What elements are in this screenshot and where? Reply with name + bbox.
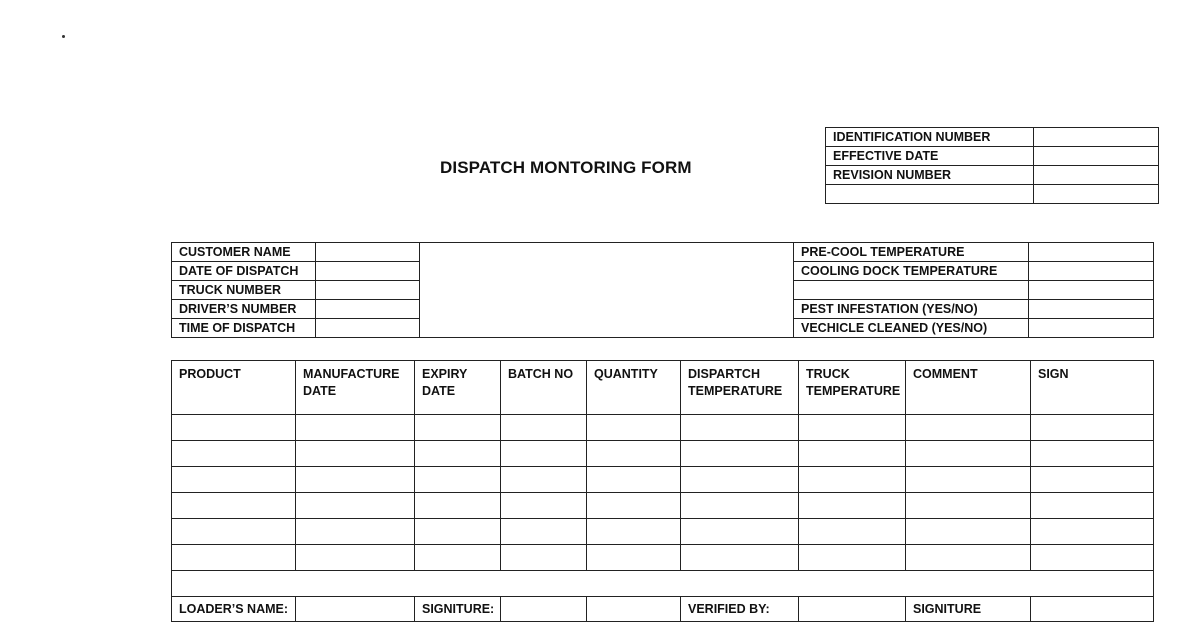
form-title: DISPATCH MONTORING FORM: [440, 158, 692, 177]
pre-cool-temperature-label: PRE-COOL TEMPERATURE: [794, 243, 1029, 262]
date-of-dispatch-label: DATE OF DISPATCH: [172, 262, 316, 281]
table-cell[interactable]: [296, 519, 415, 545]
time-of-dispatch-label: TIME OF DISPATCH: [172, 319, 316, 338]
table-cell[interactable]: [587, 415, 681, 441]
table-row: [826, 128, 1159, 147]
product-table: [171, 360, 1154, 622]
document-control-table: [825, 127, 1159, 204]
table-cell[interactable]: [501, 493, 587, 519]
pre-cool-temperature-field[interactable]: [1029, 243, 1154, 262]
table-row: [172, 441, 1154, 467]
header-truck-temperature: TRUCK TEMPERATURE: [799, 361, 906, 415]
blank-cell[interactable]: [587, 597, 681, 622]
cooling-dock-temperature-label: COOLING DOCK TEMPERATURE: [794, 262, 1029, 281]
table-row: [172, 493, 1154, 519]
table-cell[interactable]: [906, 467, 1031, 493]
effective-date-label: EFFECTIVE DATE: [826, 147, 1034, 166]
drivers-number-label: DRIVER’S NUMBER: [172, 300, 316, 319]
verified-by-field[interactable]: [799, 597, 906, 622]
table-cell[interactable]: [296, 545, 415, 571]
table-cell[interactable]: [296, 441, 415, 467]
header-dispatch-temperature: DISPARTCH TEMPERATURE: [681, 361, 799, 415]
cooling-dock-temperature-field[interactable]: [1029, 262, 1154, 281]
date-of-dispatch-field[interactable]: [316, 262, 420, 281]
table-cell[interactable]: [587, 519, 681, 545]
customer-name-label: CUSTOMER NAME: [172, 243, 316, 262]
table-cell[interactable]: [799, 415, 906, 441]
vehicle-cleaned-label: VECHICLE CLEANED (YES/NO): [794, 319, 1029, 338]
table-cell[interactable]: [172, 545, 296, 571]
table-row: [826, 147, 1159, 166]
identification-number-label: IDENTIFICATION NUMBER: [826, 128, 1034, 147]
table-cell[interactable]: [172, 441, 296, 467]
blank-cell[interactable]: [1029, 281, 1154, 300]
dispatch-info-table: [171, 242, 1154, 338]
table-row: [172, 243, 1154, 262]
truck-number-field[interactable]: [316, 281, 420, 300]
table-cell[interactable]: [1031, 415, 1154, 441]
table-cell[interactable]: [587, 493, 681, 519]
scan-speck: [62, 35, 65, 38]
table-cell[interactable]: [415, 519, 501, 545]
table-cell[interactable]: [1031, 545, 1154, 571]
header-product: PRODUCT: [172, 361, 296, 415]
customer-name-field[interactable]: [316, 243, 420, 262]
header-quantity: QUANTITY: [587, 361, 681, 415]
table-cell[interactable]: [906, 441, 1031, 467]
table-cell[interactable]: [501, 545, 587, 571]
effective-date-field[interactable]: [1034, 147, 1159, 166]
blank-cell[interactable]: [826, 185, 1034, 204]
header-comment: COMMENT: [906, 361, 1031, 415]
table-cell[interactable]: [1031, 467, 1154, 493]
blank-cell[interactable]: [1034, 185, 1159, 204]
table-cell[interactable]: [172, 519, 296, 545]
table-header-row: [172, 361, 1154, 415]
table-cell[interactable]: [799, 519, 906, 545]
signature-2-label: SIGNITURE: [906, 597, 1031, 622]
table-cell[interactable]: [681, 493, 799, 519]
signature-1-field[interactable]: [501, 597, 587, 622]
blank-label-cell: [794, 281, 1029, 300]
time-of-dispatch-field[interactable]: [316, 319, 420, 338]
table-cell[interactable]: [501, 441, 587, 467]
table-cell[interactable]: [172, 415, 296, 441]
spacer-cell: [172, 571, 1154, 597]
identification-number-field[interactable]: [1034, 128, 1159, 147]
table-cell[interactable]: [296, 467, 415, 493]
table-cell[interactable]: [1031, 519, 1154, 545]
header-expiry-date: EXPIRY DATE: [415, 361, 501, 415]
table-row: [826, 166, 1159, 185]
table-cell[interactable]: [587, 441, 681, 467]
table-cell[interactable]: [681, 415, 799, 441]
table-cell[interactable]: [172, 467, 296, 493]
revision-number-label: REVISION NUMBER: [826, 166, 1034, 185]
table-cell[interactable]: [415, 441, 501, 467]
table-cell[interactable]: [415, 415, 501, 441]
table-row: [172, 467, 1154, 493]
spacer-row: [172, 571, 1154, 597]
table-row: [172, 545, 1154, 571]
table-cell[interactable]: [415, 545, 501, 571]
table-cell[interactable]: [296, 493, 415, 519]
table-cell[interactable]: [587, 545, 681, 571]
pest-infestation-field[interactable]: [1029, 300, 1154, 319]
drivers-number-field[interactable]: [316, 300, 420, 319]
vehicle-cleaned-field[interactable]: [1029, 319, 1154, 338]
table-cell[interactable]: [296, 415, 415, 441]
verified-by-label: VERIFIED BY:: [681, 597, 799, 622]
table-cell[interactable]: [906, 493, 1031, 519]
revision-number-field[interactable]: [1034, 166, 1159, 185]
table-cell[interactable]: [587, 467, 681, 493]
table-cell[interactable]: [415, 467, 501, 493]
table-cell[interactable]: [681, 441, 799, 467]
table-cell[interactable]: [1031, 441, 1154, 467]
table-cell[interactable]: [799, 467, 906, 493]
notes-box[interactable]: [420, 243, 794, 338]
table-cell[interactable]: [501, 415, 587, 441]
table-cell[interactable]: [1031, 493, 1154, 519]
table-cell[interactable]: [906, 519, 1031, 545]
table-cell[interactable]: [799, 493, 906, 519]
table-row: [172, 519, 1154, 545]
table-cell[interactable]: [799, 545, 906, 571]
header-batch-no: BATCH NO: [501, 361, 587, 415]
table-cell[interactable]: [906, 415, 1031, 441]
table-cell[interactable]: [415, 493, 501, 519]
pest-infestation-label: PEST INFESTATION (YES/NO): [794, 300, 1029, 319]
table-cell[interactable]: [501, 467, 587, 493]
table-row: [826, 185, 1159, 204]
table-cell[interactable]: [681, 467, 799, 493]
loader-name-label: LOADER’S NAME:: [172, 597, 296, 622]
table-cell[interactable]: [681, 519, 799, 545]
table-cell[interactable]: [906, 545, 1031, 571]
table-cell[interactable]: [501, 519, 587, 545]
table-cell[interactable]: [172, 493, 296, 519]
header-manufacture-date: MANUFACTURE DATE: [296, 361, 415, 415]
table-cell[interactable]: [681, 545, 799, 571]
truck-number-label: TRUCK NUMBER: [172, 281, 316, 300]
signature-1-label: SIGNITURE:: [415, 597, 501, 622]
loader-name-field[interactable]: [296, 597, 415, 622]
signature-2-field[interactable]: [1031, 597, 1154, 622]
signoff-row: [172, 597, 1154, 622]
header-sign: SIGN: [1031, 361, 1154, 415]
table-row: [172, 415, 1154, 441]
table-cell[interactable]: [799, 441, 906, 467]
